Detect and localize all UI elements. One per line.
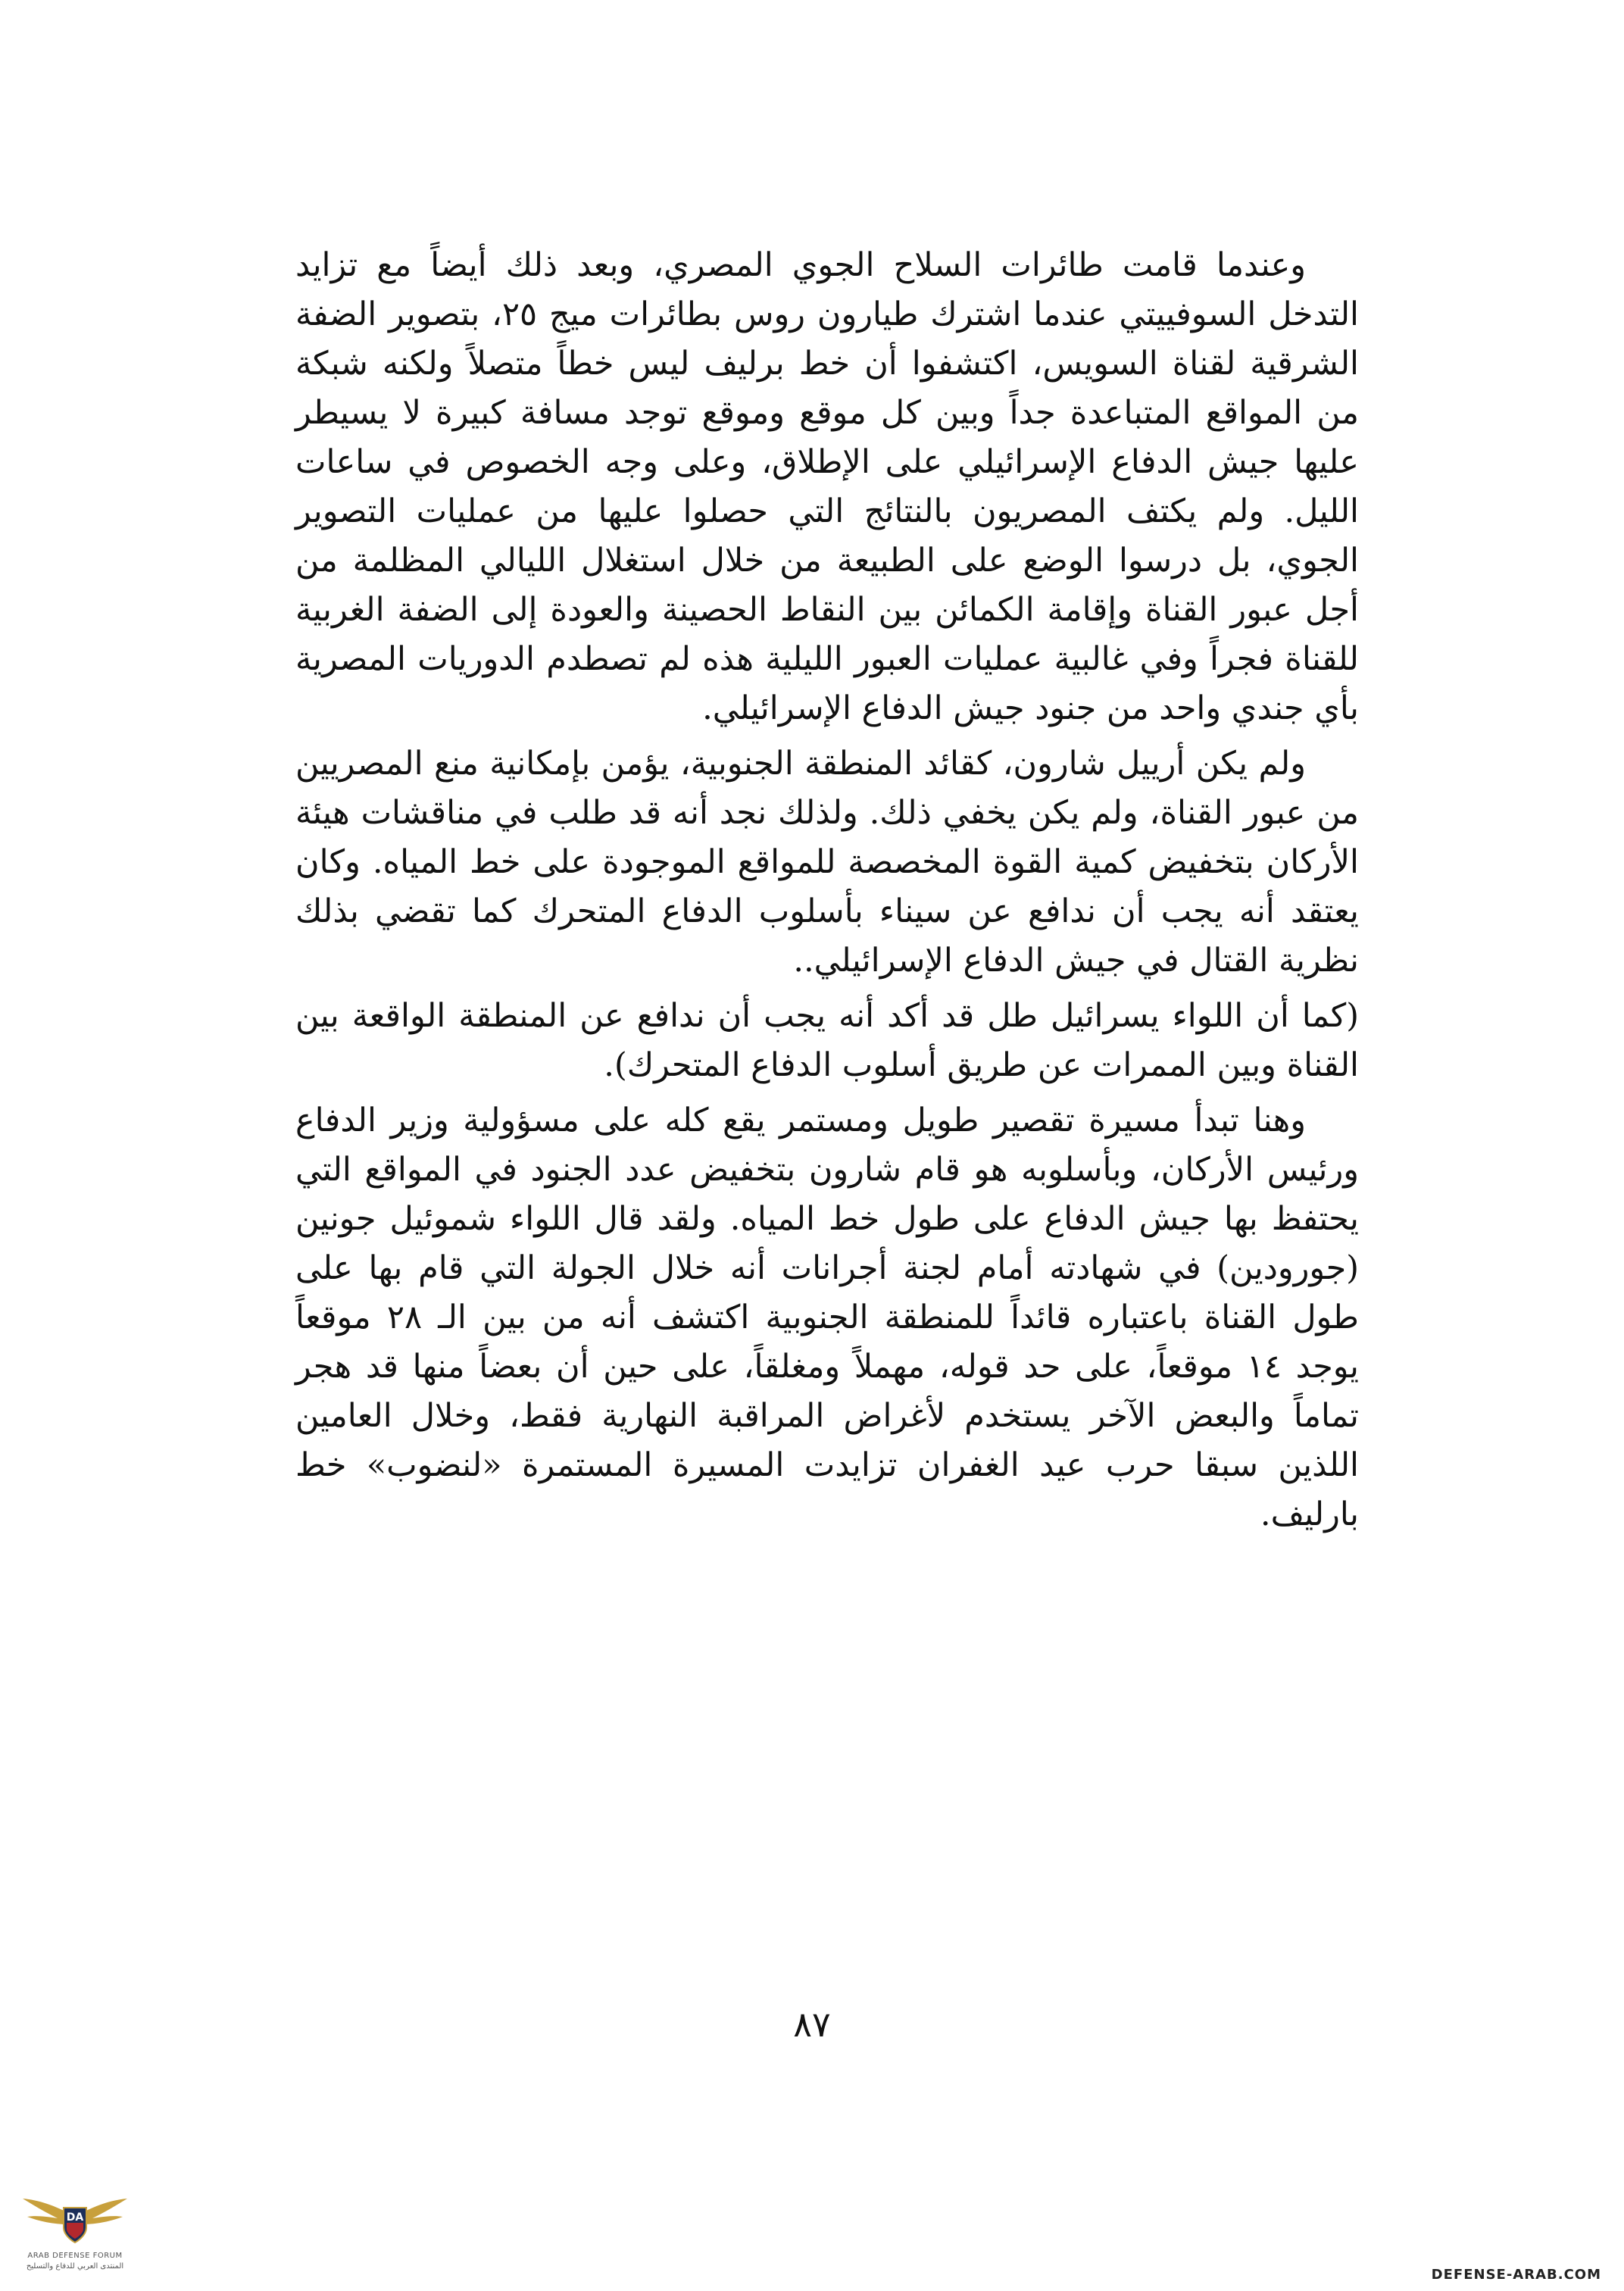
paragraph-4: وهنا تبدأ مسيرة تقصير طويل ومستمر يقع كله على مسؤولية وزير الدفاع ورئيس الأركان، وبأسلوبه هو قام شارون بتخفيض عدد الجنود في المواقع التي يحتفظ بها جيش الدفاع على طول خط المياه. ولقد قال اللواء شموئيل جونين (جورودين) في شهادته أمام لجنة أجرانات أنه خلال الجولة التي قام بها على طول القناة باعتباره قائداً للمنطقة الجنوبية اكتشف أنه من بين الـ ٢٨ موقعاً يوجد ١٤ موقعاً، على حد قوله، مهملاً ومغلقاً، على حين أن بعضاً منها قد هجر تماماً والبعض الآخر يستخدم لأغراض المراقبة النهارية فقط، وخلال العامين اللذين سبقا حرب عيد الغفران تزايدت المسيرة المستمرة «لنضوب» خط بارليف. [295, 1102, 1359, 1533]
logo-caption-arabic: المنتدى العربي للدفاع والتسليح [26, 2262, 124, 2271]
paragraph-2: ولم يكن أرييل شارون، كقائد المنطقة الجنوبية، يؤمن بإمكانية منع المصريين من عبور القناة، ولم يكن يخفي ذلك. ولذلك نجد أنه قد طلب في مناقشات هيئة الأركان بتخفيض كمية القوة المخصصة للمواقع الموجودة على خط المياه. وكان يعتقد أنه يجب أن ندافع عن سيناء بأسلوب الدفاع المتحرك كما تقضي بذلك نظرية القتال في جيش الدفاع الإسرائيلي.. [295, 745, 1359, 980]
logo-caption-english: ARAB DEFENSE FORUM [27, 2252, 123, 2260]
forum-logo [18, 2177, 132, 2283]
logo-letters-text: DA [66, 2211, 84, 2224]
body-text [295, 241, 1359, 1546]
paragraph-1: وعندما قامت طائرات السلاح الجوي المصري، وبعد ذلك أيضاً مع تزايد التدخل السوفييتي عندما اشترك طيارون روس بطائرات ميج ٢٥، بتصوير الضفة الشرقية لقناة السويس، اكتشفوا أن خط برليف ليس خطاً متصلاً ولكنه شبكة من المواقع المتباعدة جداً وبين كل موقع وموقع توجد مسافة كبيرة لا يسيطر عليها جيش الدفاع الإسرائيلي على الإطلاق، وعلى وجه الخصوص في ساعات الليل. ولم يكتف المصريون بالنتائج التي حصلوا عليها من عمليات التصوير الجوي، بل درسوا الوضع على الطبيعة من خلال استغلال الليالي المظلمة من أجل عبور القناة وإقامة الكمائن بين النقاط الحصينة والعودة إلى الضفة الغربية للقناة فجراً وفي غالبية عمليات العبور الليلية هذه لم تصطدم الدوريات المصرية بأي جندي واحد من جنود جيش الدفاع الإسرائيلي. [295, 246, 1360, 727]
page-number: ٨٧ [793, 2004, 831, 2045]
paragraph-3-quote: (كما أن اللواء يسرائيل طل قد أكد أنه يجب أن ندافع عن المنطقة الواقعة بين القناة وبين الممرات عن طريق أسلوب الدفاع المتحرك). [295, 997, 1359, 1084]
logo-letters [18, 2177, 132, 2253]
site-watermark: DEFENSE-ARAB.COM [1431, 2267, 1601, 2283]
